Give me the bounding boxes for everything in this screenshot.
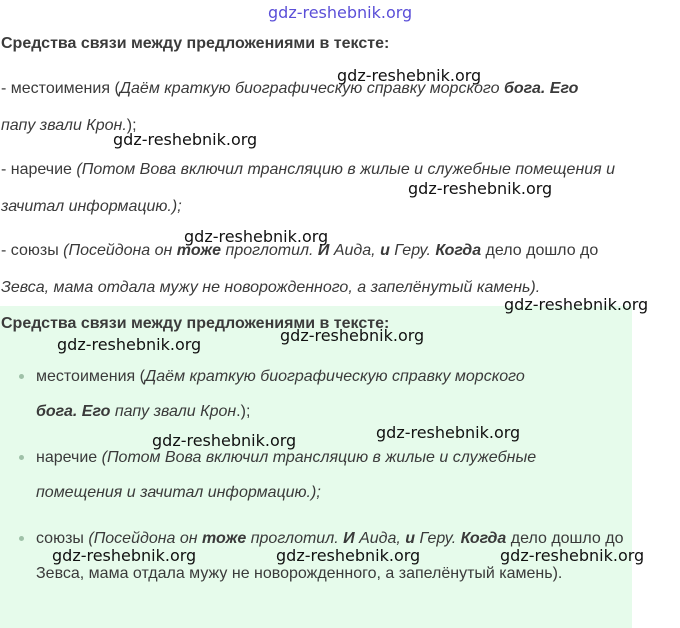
watermark: gdz-reshebnik.org [408, 179, 553, 198]
watermark: gdz-reshebnik.org [337, 66, 482, 85]
watermark: gdz-reshebnik.org [500, 546, 645, 565]
section2-item-pronouns: местоимения (Даём краткую биографическую справку морского бога. Его папу звали Крон.); [36, 359, 626, 429]
watermark: gdz-reshebnik.org [52, 546, 197, 565]
watermark: gdz-reshebnik.org [113, 130, 258, 149]
section1-heading: Средства связи между предложениями в тексте: [1, 35, 390, 52]
section1-item-conjunctions: - союзы (Посейдона он тоже проглотил. И Аида, и Геру. Когда дело дошло до Зевса, мама отдала мужу не новорожденного, а запелёнутый камень). [1, 242, 599, 296]
answer-box [0, 306, 632, 628]
section1-item-adverb: - наречие (Потом Вова включил трансляцию в жилые и служебные помещения и зачитал информацию.); [1, 161, 616, 215]
watermark: gdz-reshebnik.org [152, 431, 297, 450]
section2-item-adverb: наречие (Потом Вова включил трансляцию в жилые и служебные помещения и зачитал информацию.); [36, 440, 626, 510]
bullet-icon [19, 455, 24, 460]
watermark-top: gdz-reshebnik.org [268, 3, 413, 22]
watermark: gdz-reshebnik.org [504, 295, 649, 314]
section2-heading: Средства связи между предложениями в тексте: [1, 315, 390, 332]
watermark: gdz-reshebnik.org [57, 335, 202, 354]
watermark: gdz-reshebnik.org [184, 227, 329, 246]
watermark: gdz-reshebnik.org [276, 546, 421, 565]
watermark: gdz-reshebnik.org [280, 326, 425, 345]
watermark: gdz-reshebnik.org [376, 423, 521, 442]
bullet-icon [19, 536, 24, 541]
section2-item-conjunctions: союзы (Посейдона он тоже проглотил. И Аида, и Геру. Когда дело дошло до Зевса, мама отдала мужу не новорожденного, а запелёнутый камень). [36, 521, 626, 591]
bullet-icon [19, 374, 24, 379]
section1-item-pronouns: - местоимения (Даём краткую биографическую справку морского бога. Его папу звали Крон.); [1, 80, 579, 134]
